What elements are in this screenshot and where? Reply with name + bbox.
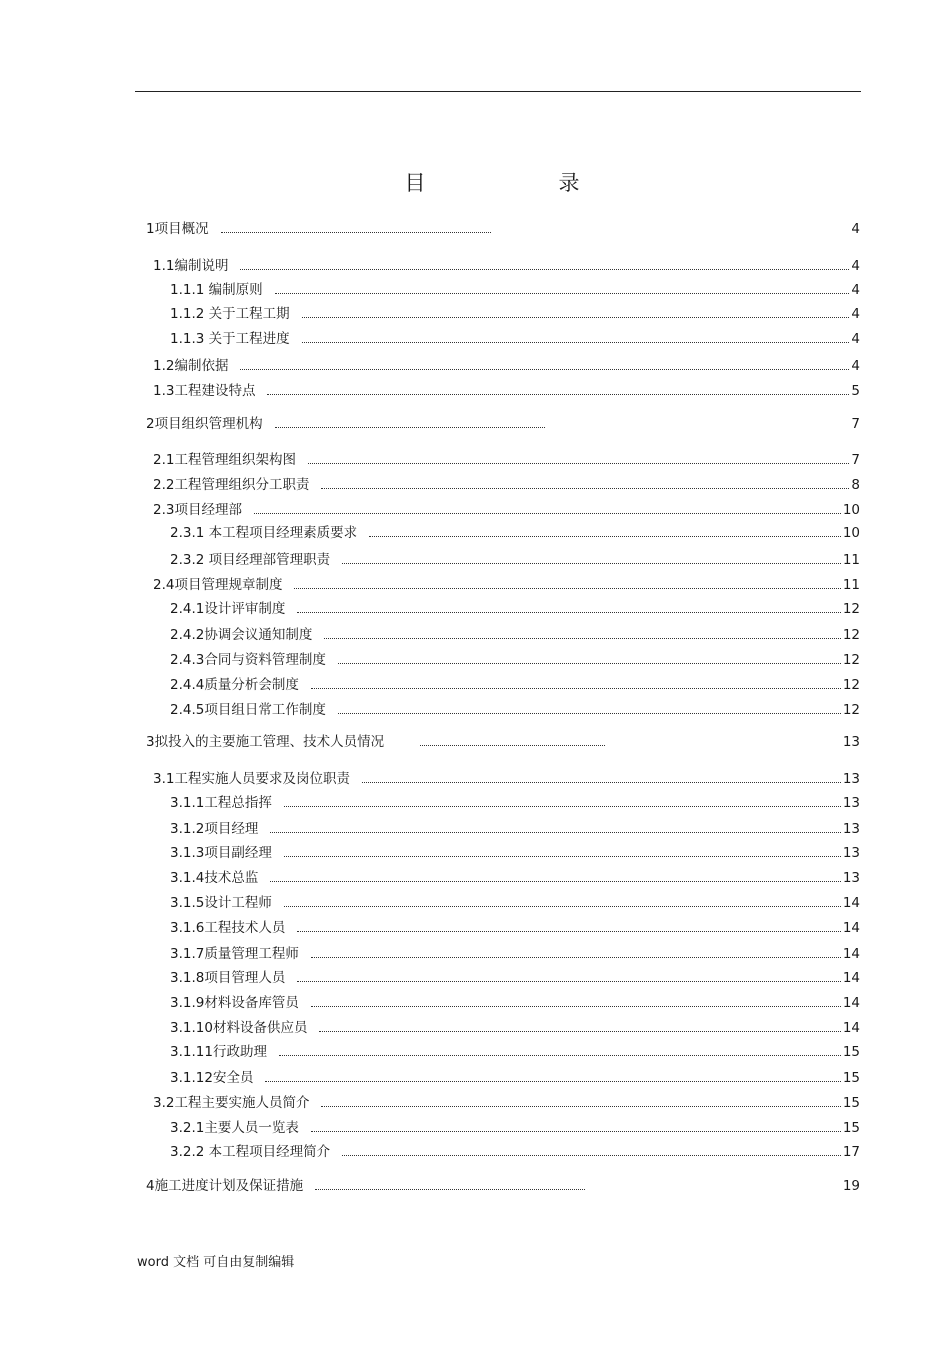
toc-entry[interactable] <box>146 415 860 433</box>
toc-entry[interactable] <box>170 794 860 812</box>
toc-entry-leader <box>302 305 850 318</box>
toc-entry[interactable] <box>170 305 860 323</box>
toc-entry-page: 12 <box>842 702 860 718</box>
toc-entry-label: 3.1.4技术总监 <box>170 870 259 886</box>
toc-entry-page: 14 <box>842 920 860 936</box>
toc-entry-label: 1.1.1 编制原则 <box>170 282 263 298</box>
toc-entry-leader <box>284 794 841 807</box>
toc-entry[interactable] <box>170 524 860 542</box>
toc-entry-label: 3.1.5设计工程师 <box>170 895 272 911</box>
toc-entry[interactable] <box>170 1069 860 1087</box>
toc-entry-label: 3.2.1主要人员一览表 <box>170 1120 299 1136</box>
toc-entry-leader <box>284 844 841 857</box>
toc-entry-page: 17 <box>842 1144 860 1160</box>
toc-entry-page: 15 <box>842 1070 860 1086</box>
toc-entry-label: 1.2编制依据 <box>153 358 229 374</box>
toc-entry-leader <box>275 281 850 294</box>
toc-entry-leader <box>315 1177 585 1190</box>
toc-entry[interactable] <box>170 600 860 618</box>
toc-entry-page: 5 <box>851 383 860 399</box>
toc-entry-page: 12 <box>842 652 860 668</box>
toc-entry[interactable] <box>170 869 860 887</box>
toc-entry-page: 13 <box>842 821 860 837</box>
toc-entry-leader <box>342 1143 841 1156</box>
toc-entry[interactable] <box>153 451 860 469</box>
toc-entry-label: 1项目概况 <box>146 221 209 237</box>
toc-entry-label: 1.1.3 关于工程进度 <box>170 331 290 347</box>
toc-entry-label: 2.4.3合同与资料管理制度 <box>170 652 326 668</box>
toc-entry-leader <box>369 524 841 537</box>
toc-entry-leader <box>342 551 841 564</box>
toc-entry-page: 14 <box>842 895 860 911</box>
toc-entry-label: 3.1.12安全员 <box>170 1070 254 1086</box>
toc-entry-label: 3.1.10材料设备供应员 <box>170 1020 308 1036</box>
toc-entry-leader <box>240 357 849 370</box>
toc-entry[interactable] <box>170 919 860 937</box>
toc-entry-page: 4 <box>851 282 860 298</box>
toc-entry-label: 3拟投入的主要施工管理、技术人员情况 <box>146 734 385 750</box>
toc-entry-leader <box>308 451 849 464</box>
toc-entry-page: 11 <box>842 552 860 568</box>
header-rule <box>135 91 861 92</box>
toc-entry-leader <box>311 676 841 689</box>
toc-title: 目 录 <box>404 171 636 195</box>
toc-entry-label: 3.1.7质量管理工程师 <box>170 946 299 962</box>
toc-entry-label: 2.1工程管理组织架构图 <box>153 452 296 468</box>
toc-entry-leader <box>221 220 491 233</box>
toc-entry-leader <box>311 945 841 958</box>
toc-entry-page: 15 <box>842 1095 860 1111</box>
toc-entry-leader <box>321 476 849 489</box>
toc-entry-leader <box>338 651 841 664</box>
toc-entry[interactable] <box>170 969 860 987</box>
toc-entry-leader <box>297 969 840 982</box>
toc-entry[interactable] <box>170 651 860 669</box>
toc-entry[interactable] <box>170 551 860 569</box>
toc-entry-page: 13 <box>842 845 860 861</box>
toc-entry-label: 2.4.1设计评审制度 <box>170 601 286 617</box>
toc-entry-page: 14 <box>842 946 860 962</box>
toc-entry-page: 10 <box>842 502 860 518</box>
toc-entry[interactable] <box>153 476 860 494</box>
toc-entry-page: 7 <box>851 452 860 468</box>
toc-entry-label: 3.1.11行政助理 <box>170 1044 267 1060</box>
toc-entry-page: 12 <box>842 627 860 643</box>
toc-entry-leader <box>319 1019 840 1032</box>
toc-entry-label: 2.4.2协调会议通知制度 <box>170 627 313 643</box>
toc-entry-page: 14 <box>842 995 860 1011</box>
toc-entry[interactable] <box>170 894 860 912</box>
toc-entry[interactable] <box>170 330 860 348</box>
toc-entry-label: 3.1.2项目经理 <box>170 821 259 837</box>
page-footer: word 文档 可自由复制编辑 <box>137 1255 295 1270</box>
toc-entry-page: 13 <box>842 734 860 750</box>
toc-entry-page: 10 <box>842 525 860 541</box>
toc-entry[interactable] <box>153 382 860 400</box>
toc-entry-page: 11 <box>842 577 860 593</box>
toc-entry-label: 3.1.8项目管理人员 <box>170 970 286 986</box>
toc-entry-page: 12 <box>842 601 860 617</box>
toc-entry-label: 3.1.1工程总指挥 <box>170 795 272 811</box>
toc-entry-leader <box>362 770 841 783</box>
toc-entry-page: 14 <box>842 970 860 986</box>
toc-entry-page: 13 <box>842 870 860 886</box>
toc-entry-page: 14 <box>842 1020 860 1036</box>
toc-entry-label: 3.1工程实施人员要求及岗位职责 <box>153 771 350 787</box>
toc-entry-leader <box>265 1069 840 1082</box>
toc-entry[interactable] <box>170 676 860 694</box>
toc-entry-leader <box>240 257 849 270</box>
toc-entry[interactable] <box>153 257 860 275</box>
toc-entry-label: 1.1.2 关于工程工期 <box>170 306 290 322</box>
toc-entry-label: 2.4项目管理规章制度 <box>153 577 283 593</box>
toc-entry-label: 4施工进度计划及保证措施 <box>146 1178 304 1194</box>
toc-entry-leader <box>284 894 841 907</box>
toc-entry-page: 4 <box>851 221 860 237</box>
toc-entry[interactable] <box>146 733 860 751</box>
toc-entry-label: 3.2工程主要实施人员简介 <box>153 1095 310 1111</box>
toc-entry-leader <box>297 600 840 613</box>
toc-entry[interactable] <box>170 1043 860 1061</box>
toc-entry-leader <box>279 1043 841 1056</box>
toc-entry-label: 3.1.6工程技术人员 <box>170 920 286 936</box>
toc-entry[interactable] <box>170 1143 860 1161</box>
toc-entry[interactable] <box>153 1094 860 1112</box>
toc-entry[interactable] <box>170 994 860 1012</box>
toc-entry-label: 2.3.1 本工程项目经理素质要求 <box>170 525 358 541</box>
toc-entry-label: 3.1.3项目副经理 <box>170 845 272 861</box>
toc-entry-leader <box>302 330 850 343</box>
toc-entry-leader <box>294 576 840 589</box>
toc-entry[interactable] <box>170 945 860 963</box>
toc-entry-label: 2.4.5项目组日常工作制度 <box>170 702 326 718</box>
toc-entry-label: 3.2.2 本工程项目经理简介 <box>170 1144 331 1160</box>
toc-entry-leader <box>267 382 849 395</box>
toc-entry[interactable] <box>170 844 860 862</box>
toc-entry-leader <box>297 919 840 932</box>
toc-entry-label: 2.3项目经理部 <box>153 502 242 518</box>
toc-entry-label: 1.3工程建设特点 <box>153 383 256 399</box>
toc-entry-page: 12 <box>842 677 860 693</box>
toc-entry-leader <box>275 415 545 428</box>
toc-entry-label: 3.1.9材料设备库管员 <box>170 995 299 1011</box>
toc-entry[interactable] <box>170 626 860 644</box>
toc-entry[interactable] <box>153 770 860 788</box>
toc-entry-label: 2.4.4质量分析会制度 <box>170 677 299 693</box>
toc-entry-leader <box>311 1119 841 1132</box>
toc-entry-leader <box>321 1094 840 1107</box>
toc-entry-page: 4 <box>851 258 860 274</box>
toc-entry[interactable] <box>170 281 860 299</box>
toc-entry-label: 1.1编制说明 <box>153 258 229 274</box>
toc-entry[interactable] <box>170 1019 860 1037</box>
toc-entry-page: 4 <box>851 331 860 347</box>
toc-entry-leader <box>338 701 841 714</box>
toc-entry[interactable] <box>146 1177 860 1195</box>
toc-entry-leader <box>311 994 841 1007</box>
toc-entry[interactable] <box>170 1119 860 1137</box>
toc-entry-page: 13 <box>842 795 860 811</box>
toc-entry-page: 15 <box>842 1044 860 1060</box>
toc-entry-page: 13 <box>842 771 860 787</box>
toc-entry[interactable] <box>153 501 860 519</box>
toc-entry-page: 8 <box>851 477 860 493</box>
toc-entry-page: 7 <box>851 416 860 432</box>
toc-entry[interactable] <box>170 701 860 719</box>
toc-entry-leader <box>324 626 840 639</box>
toc-entry[interactable] <box>153 357 860 375</box>
toc-entry-label: 2.2工程管理组织分工职责 <box>153 477 310 493</box>
toc-entry-leader <box>420 733 605 746</box>
toc-entry-page: 19 <box>842 1178 860 1194</box>
toc-entry-leader <box>270 820 840 833</box>
toc-entry-label: 2.3.2 项目经理部管理职责 <box>170 552 331 568</box>
toc-entry-page: 15 <box>842 1120 860 1136</box>
toc-entry[interactable] <box>153 576 860 594</box>
toc-entry[interactable] <box>146 220 860 238</box>
toc-entry-leader <box>254 501 841 514</box>
toc-entry-page: 4 <box>851 358 860 374</box>
toc-entry-label: 2项目组织管理机构 <box>146 416 263 432</box>
toc-entry-page: 4 <box>851 306 860 322</box>
toc-entry-leader <box>270 869 840 882</box>
toc-entry[interactable] <box>170 820 860 838</box>
